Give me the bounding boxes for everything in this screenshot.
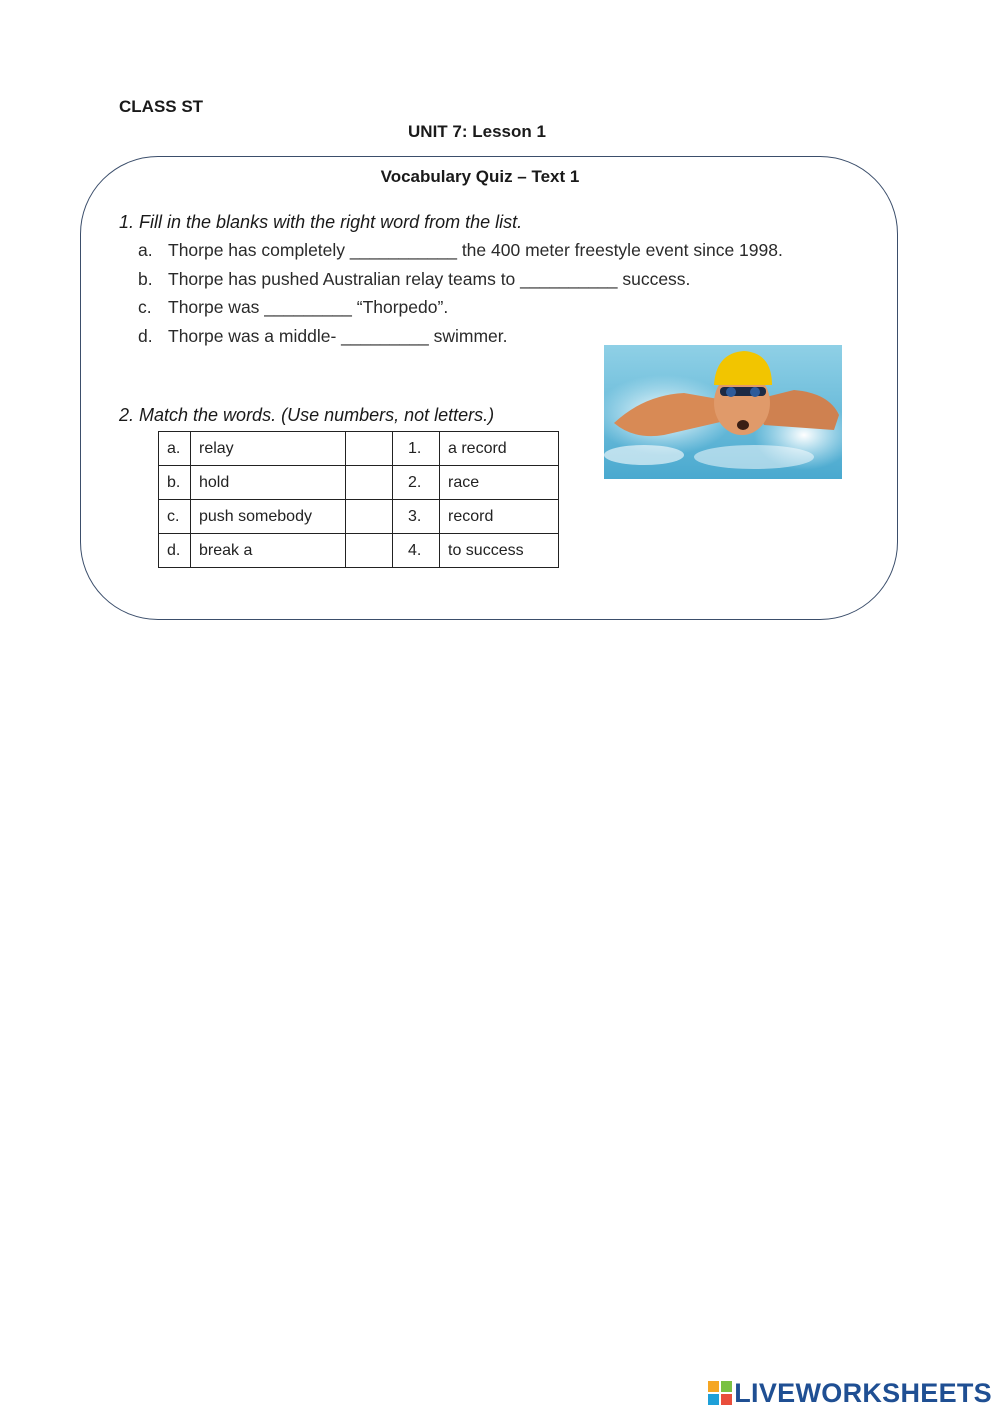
answer-box[interactable] [346, 432, 393, 466]
row-word: push somebody [191, 500, 346, 534]
section1-instruction: 1. Fill in the blanks with the right word from the list. [119, 212, 523, 232]
table-row [159, 500, 559, 534]
row-number: 4. [393, 534, 440, 568]
row-letter: b. [159, 466, 191, 500]
row-number: 1. [393, 432, 440, 466]
item-letter: d. [138, 326, 153, 346]
answer-box[interactable] [346, 500, 393, 534]
row-letter: a. [159, 432, 191, 466]
row-word: break a [191, 534, 346, 568]
swimmer-photo [604, 345, 842, 479]
row-match: a record [440, 432, 559, 466]
row-letter: c. [159, 500, 191, 534]
liveworksheets-brand[interactable] [708, 1376, 992, 1410]
item-text: Thorpe has pushed Australian relay teams to __________ success. [168, 269, 691, 289]
brand-text: LIVEWORKSHEETS [734, 1377, 992, 1408]
answer-box[interactable] [346, 534, 393, 568]
item-letter: c. [138, 297, 152, 317]
item-letter: b. [138, 269, 153, 289]
item-text: Thorpe was a middle- _________ swimmer. [168, 326, 508, 346]
item-text: Thorpe has completely ___________ the 400 meter freestyle event since 1998. [168, 240, 783, 260]
answer-box[interactable] [346, 466, 393, 500]
table-row [159, 534, 559, 568]
liveworksheets-logo-icon [708, 1381, 732, 1405]
row-letter: d. [159, 534, 191, 568]
row-match: race [440, 466, 559, 500]
item-letter: a. [138, 240, 153, 260]
class-label: CLASS ST [119, 97, 204, 116]
item-text: Thorpe was _________ “Thorpedo”. [168, 297, 449, 317]
row-match: to success [440, 534, 559, 568]
row-number: 2. [393, 466, 440, 500]
row-word: relay [191, 432, 346, 466]
row-word: hold [191, 466, 346, 500]
table-row [159, 432, 559, 466]
table-row [159, 466, 559, 500]
quiz-title: Vocabulary Quiz – Text 1 [380, 167, 580, 186]
row-match: record [440, 500, 559, 534]
unit-title: UNIT 7: Lesson 1 [408, 122, 546, 141]
match-table [158, 431, 559, 568]
row-number: 3. [393, 500, 440, 534]
section2-instruction: 2. Match the words. (Use numbers, not letters.) [119, 405, 495, 425]
